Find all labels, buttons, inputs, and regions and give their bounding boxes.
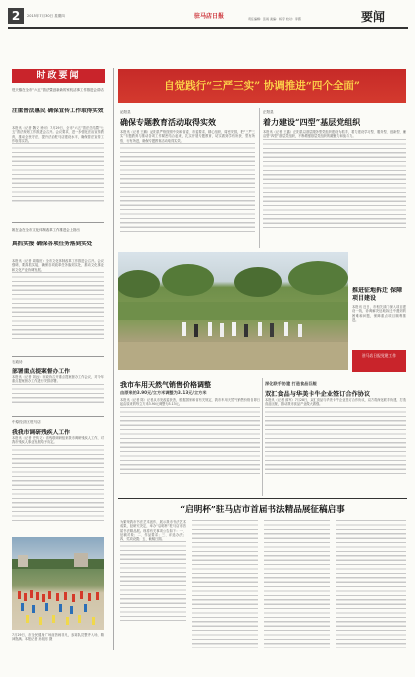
side-notice-text: 驻马店日报党建工作 <box>361 353 397 358</box>
sidebar-a1-kicker: 驻天镇在全市“六五”普法暨创新新的家机活事工作推进会讲话 <box>12 88 104 92</box>
sidebar-a4-kicker: 中原经济区驻马店 <box>12 420 41 424</box>
art2-title: 着力建设“四型”基层党组织 <box>263 117 361 127</box>
art4-subtitle: 由原来的3.90元/立方米调整为3.13元/立方米 <box>120 390 207 395</box>
sidebar-a3-body <box>12 375 104 413</box>
masthead <box>8 8 408 26</box>
banner <box>118 69 406 103</box>
art6-body-text: 为繁荣我市书法艺术创作，展示我市书法艺术成果，经研究决定，举办“启明杯”驻马店市首届书法精品展。现将有关事项公告如下：一、征稿对象；二、作品要求；三、评选办法；四、奖项设置；五、截稿日期。 <box>120 520 186 542</box>
art3-body <box>352 305 406 347</box>
art4-body <box>120 398 260 496</box>
sidebar-a3-kicker: 石政协 <box>12 360 23 364</box>
side-notice-box <box>352 350 406 372</box>
sidebar-header-label: 时政要闻 <box>36 71 81 81</box>
bottom-rule <box>118 498 407 499</box>
art6-title: “启明杯”驻马店市首届书法精品展征稿启事 <box>180 505 345 515</box>
sidebar-a3-title: 部署重点提案督办工作 <box>12 369 70 375</box>
section-name: 要闻 <box>361 10 386 24</box>
art1-body <box>120 130 255 245</box>
sidebar-photo-caption <box>12 633 104 647</box>
sidebar-header <box>12 69 105 83</box>
art5-kicker: 深化联手协建 打造食品巨舰 <box>265 381 317 386</box>
art4-title: 我市车用天然气销售价格调整 <box>120 380 211 389</box>
runners-illustration <box>12 537 104 630</box>
sidebar-photo-caption-text: 7月29日，市全民健身广场前热闹非凡，参赛队员整齐入场，精神饱满。本报记者 孙旭东 摄 <box>12 633 104 642</box>
art6-body-col2 <box>192 520 258 648</box>
editor-line: 责任编辑：张雨 美编：杨宇 校对：李霞 <box>248 17 301 21</box>
issue-date: 2015年7月30日 星期四 <box>27 14 65 18</box>
art1-body-text: 本报讯（记者 王鹏）泌阳县严格按照中央和省委、市委要求，精心组织，周密安排，把“三严三实”专题教育与推动各项工作紧密结合起来，扎实开展专题教育，切实做到学有所获、思有所悟、行有所进，确保专题教育活动取得实效。 <box>120 130 255 143</box>
art3-body-text: 本报讯 近日，市相关部门深入项目建设一线，协调解决征地拆迁中遇到的困难和问题，保障重点项目顺利推进。 <box>352 305 406 322</box>
sidebar-a3-body-text: 本报讯（记者 刘远）市政协召开重点提案督办工作会议，对今年重点提案督办工作进行安排部署。 <box>12 375 104 384</box>
main-photo <box>118 252 348 370</box>
column-divider <box>113 68 114 650</box>
art2-body-text: 本报讯（记者 王鑫）正阳县以基层服务型党组织建设为抓手，着力建设学习型、服务型、创新型、廉洁型“四型”基层党组织，不断增强基层党组织的凝聚力和战斗力。 <box>263 130 406 139</box>
page-number: 2 <box>8 8 24 24</box>
sidebar-a2-title: 真抓实接 确保各项任务落到实处 <box>12 241 93 247</box>
art4-body-text: 本报讯（记者 陈）记者从市发改委获悉，根据国家和省有关规定，我市车用天然气销售价格自即日起由原来的每立方米3.90元调整为3.13元。 <box>120 398 260 407</box>
art3-title: 推进征地拆迁 保障项目建设 <box>352 287 403 302</box>
field-visit-illustration <box>118 252 348 370</box>
art2-body <box>263 130 406 245</box>
art6-body-col4 <box>336 520 406 648</box>
art6-body-col3 <box>264 520 330 648</box>
sidebar-a2-body-text: 本报讯（记者 周瑞田）全市文化体制改革工作推进会召开。会议强调，要真抓实接，确保各项改革任务落到实处，推动文化事业和文化产业协调发展。 <box>12 259 104 272</box>
sidebar-a1-body <box>12 126 104 216</box>
sidebar-divider <box>12 222 104 223</box>
art2-kicker: 正阳县 <box>263 110 274 114</box>
sidebar-a4-title: 我我市调研残疾人工作 <box>12 430 70 436</box>
sidebar-divider <box>12 356 104 357</box>
sidebar-a2-kicker: 姚在金在全市文化体制改革工作推进会上指出 <box>12 228 80 232</box>
art5-body-text: 本报讯（记者 薛军）7月28日，双汇食品与华美卡牛企业签订合作协议，双方将深化联手协建，打造食品巨舰，推动我市食品产业做大做强。 <box>265 398 406 407</box>
banner-text: 自觉践行“三严三实” 协调推进“四个全面” <box>164 80 360 92</box>
column-divider <box>262 378 263 496</box>
sidebar-a4-body <box>12 436 104 532</box>
sidebar-divider <box>12 416 104 417</box>
paper-name: 驻马店日报 <box>194 13 225 20</box>
art6-body-col1 <box>120 520 186 648</box>
art5-body <box>265 398 406 496</box>
column-divider <box>259 108 260 248</box>
masthead-rule <box>8 27 408 29</box>
sidebar-a4-body-text: 本报讯（记者 史传义）省残联调研组来我市调研残疾人工作，对我市残疾人事业发展给予肯定。 <box>12 436 104 445</box>
sidebar-a1-title: 注重普法惠民 确保宣传工作取得实效 <box>12 108 104 114</box>
art5-title: 双汇食品与华美卡牛企业签订合作协议 <box>265 391 371 398</box>
art1-kicker: 泌阳县 <box>120 110 131 114</box>
art1-title: 确保专题教育活动取得实效 <box>120 117 216 127</box>
sidebar-photo <box>12 537 104 630</box>
sidebar-a2-body <box>12 259 104 353</box>
sidebar-a1-body-text: 本报讯（记者 魏义 徐可）7月29日，全市“六五”普法总结暨“七五”普法规划工作推进会召开。会议要求，进一步强化法治宣传教育，推动全民守法，提升法治驻马店建设水平，确保普法宣传工作取得实效。 <box>12 126 104 143</box>
